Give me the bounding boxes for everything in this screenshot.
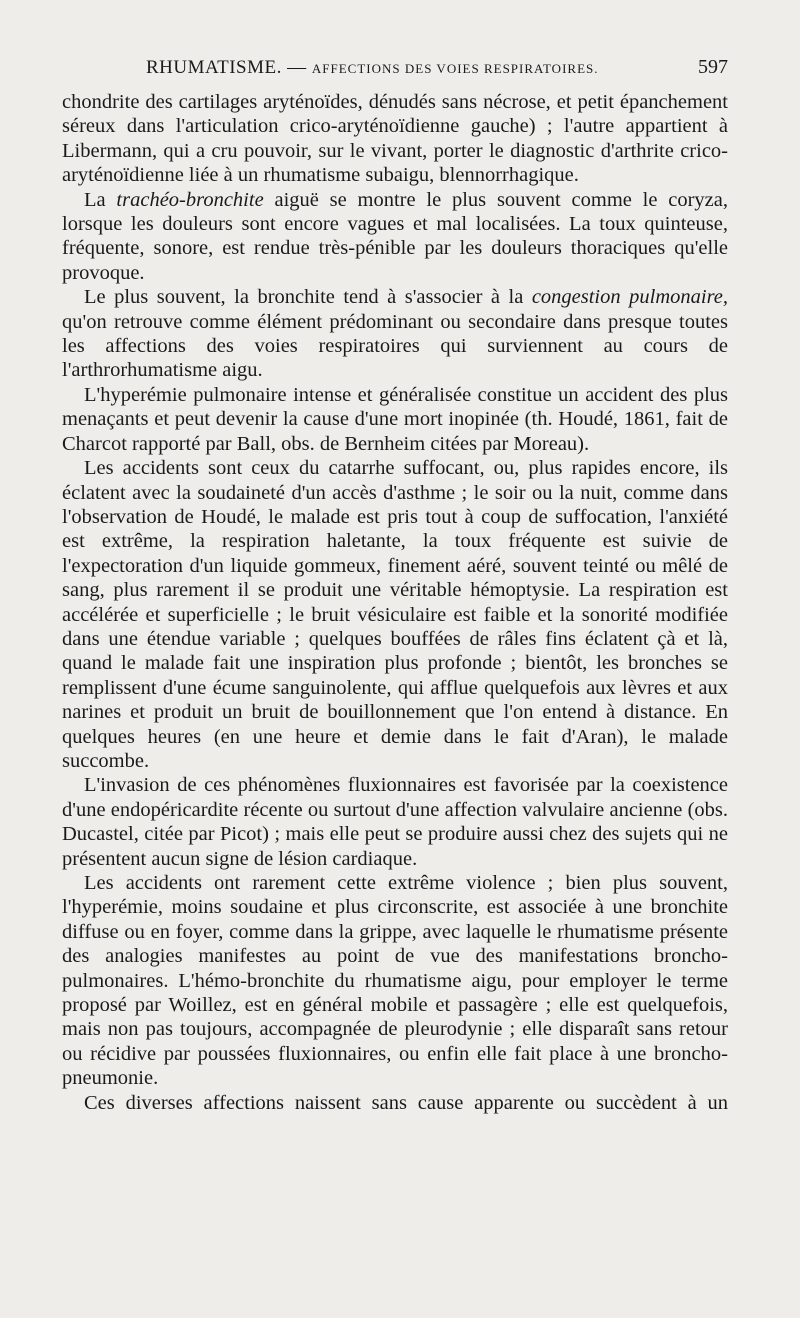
- paragraph-text: La: [84, 188, 117, 211]
- header-dash: —: [287, 57, 307, 78]
- page-number: 597: [698, 56, 728, 78]
- paragraph-text: qu'on retrouve comme élément prédominant ou secondaire dans presque toutes les affections des voies respiratoires qui surviennent au cours de l'arthrorhumatisme aigu.: [62, 310, 728, 382]
- emphasis-term: congestion pulmonaire,: [531, 286, 729, 309]
- header-subtitle: AFFECTIONS DES VOIES RESPIRATOIRES.: [311, 61, 599, 76]
- running-title: [146, 57, 599, 79]
- page-body: [62, 90, 728, 1115]
- paragraph-hyperemie: L'hyperémie pulmonaire intense et généralisée constitue un accident des plus menaçants et peut devenir la cause d'une mort inopinée (th. Houdé, 1861, fait de Charcot rapporté par Ball, obs. de Bernheim citées par Moreau).: [62, 383, 728, 455]
- paragraph-continuation: chondrite des cartilages aryténoïdes, dénudés sans nécrose, et petit épanchement séreux dans l'articulation crico-aryténoïdienne gauche) ; l'autre appartient à Libermann, qui a cru pouvoir, sur le vivant, porter le diagnostic d'arthrite crico-aryténoïdienne liée à un rhumatisme subaigu, blennorrhagique.: [62, 91, 728, 187]
- paragraph-congestion: [62, 285, 728, 383]
- header-title: RHUMATISME.: [146, 57, 282, 78]
- paragraph-violence: Les accidents ont rarement cette extrême violence ; bien plus souvent, l'hyperémie, moins soudaine et plus circonscrite, est associée à une bronchite diffuse ou en foyer, comme dans la grippe, avec laquelle le rhumatisme présente des analogies manifestes au point de vue des manifestations broncho-pulmonaires. L'hémo-bronchite du rhumatisme aigu, pour employer le terme proposé par Woillez, est en général mobile et passagère ; elle est quelquefois, mais non pas toujours, accompagnée de pleurodynie ; elle disparaît sans retour ou récidive par poussées fluxionnaires, ou enfin elle fait place à une broncho-pneumonie.: [62, 872, 728, 1090]
- running-header: [62, 56, 728, 84]
- emphasis-term: trachéo-bronchite: [116, 188, 264, 211]
- paragraph-text: Le plus souvent, la bronchite tend à s'associer à la: [84, 286, 532, 309]
- paragraph-accidents: Les accidents sont ceux du catarrhe suffocant, ou, plus rapides encore, ils éclatent avec la soudaineté d'un accès d'asthme ; le soir ou la nuit, comme dans l'observation de Houdé, le malade est pris tout à coup de suffocation, l'anxiété est extrême, la respiration haletante, la toux fréquente est suivie de l'expectoration d'un liquide gommeux, finement aéré, souvent teinté ou mêlé de sang, plus rarement il se produit une véritable hémoptysie. La respiration est accélérée et superficielle ; le bruit vésiculaire est faible et la sonorité modifiée dans une étendue variable ; quelques bouffées de râles fins éclatent çà et là, quand le malade fait une inspiration plus profonde ; bientôt, les bronches se remplissent d'une écume sanguinolente, qui afflue quelquefois aux lèvres et aux narines et produit un bruit de bouillonnement que l'on entend à distance. En quelques heures (en une heure et demie dans le fait d'Aran), le malade succombe.: [62, 457, 728, 772]
- paragraph-tracheo-bronchite: [62, 188, 728, 286]
- paragraph-invasion: L'invasion de ces phénomènes fluxionnaires est favorisée par la coexistence d'une endopéricardite récente ou surtout d'une affection valvulaire ancienne (obs. Ducastel, citée par Picot) ; mais elle peut se produire aussi chez des sujets qui ne présentent aucun signe de lésion cardiaque.: [62, 774, 728, 870]
- paragraph-final: Ces diverses affections naissent sans cause apparente ou succèdent à un: [84, 1091, 728, 1114]
- paragraph-text: aiguë se montre le plus souvent comme le coryza, lorsque les douleurs sont encore vagues et mal localisées. La toux quinteuse, fréquente, sonore, est rendue très-pénible par les douleurs thoraciques qu'elle provoque.: [62, 188, 728, 284]
